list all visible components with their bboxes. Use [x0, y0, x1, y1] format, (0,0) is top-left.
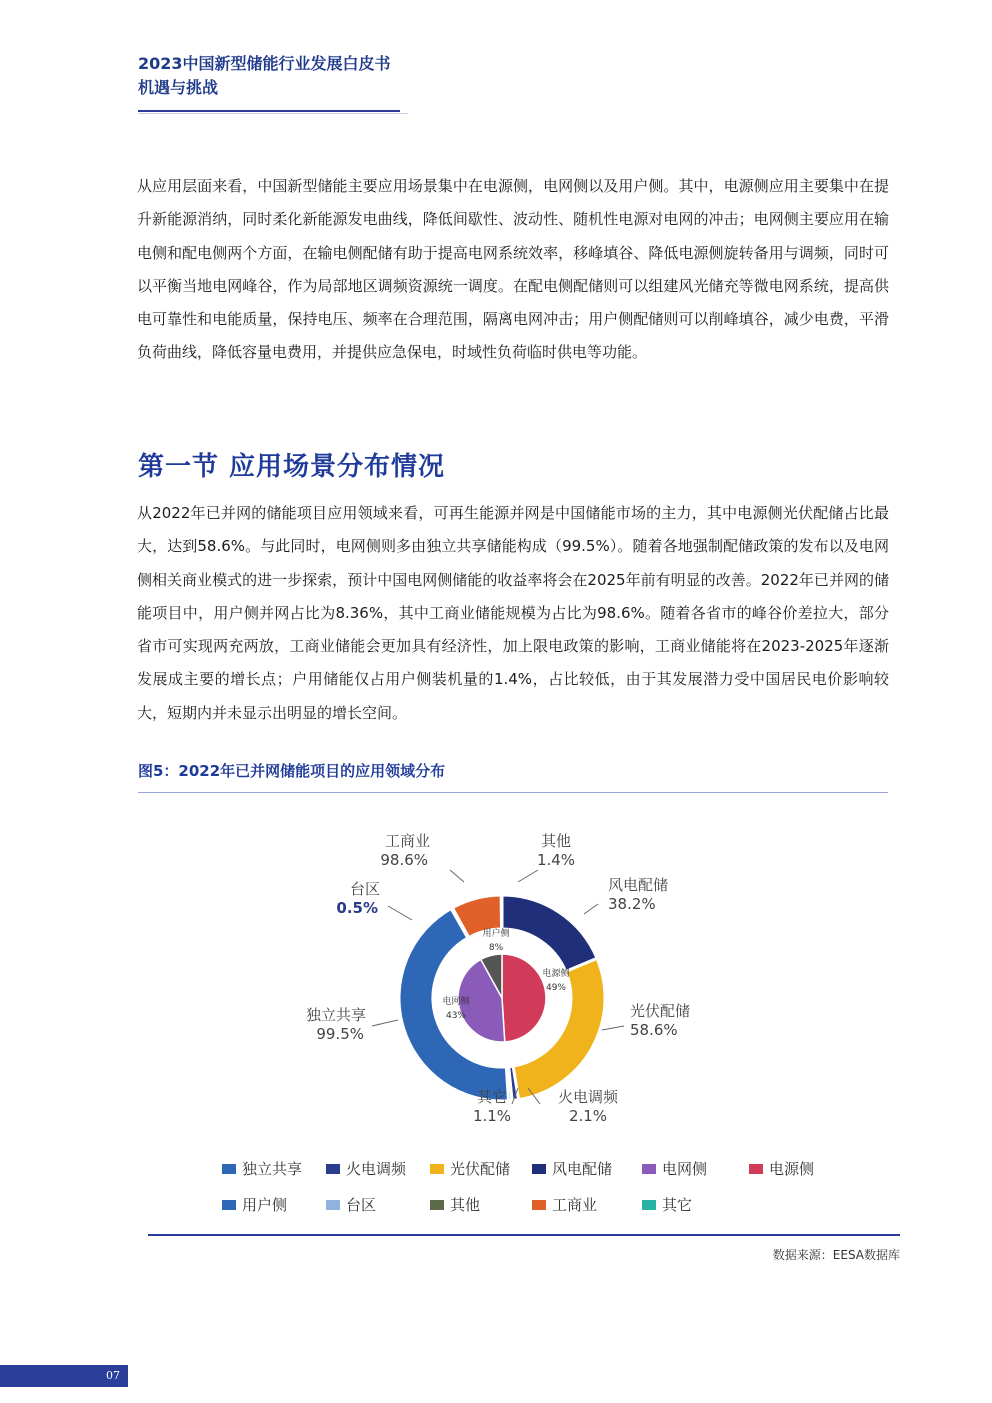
- section-paragraph: 从2022年已并网的储能项目应用领域来看，可再生能源并网是中国储能市场的主力，其中电源侧光伏配储占比最大，达到58.6%。与此同时，电网侧则多由独立共享储能构成（99.5%）。随着各地强制配储政策的发布以及电网侧相关商业模式的进一步探索，预计中国电网侧储能的收益率将会在2025年前有明显的改善。2022年已并网的储能项目中，用户侧并网占比为8.36%，其中工商业储能规模为占比为98.6%。随着各省市的峰谷价差拉大，部分省市可实现两充两放，工商业储能会更加具有经济性，加上限电政策的影响，工商业储能将在2023-2025年逐渐发展成主要的增长点；户用储能仅占用户侧装机量的1.4%，占比较低，由于其发展潜力受中国居民电价影响较大，短期内并未显示出明显的增长空间。: [137, 504, 889, 722]
- leader-line-2: [602, 1026, 624, 1030]
- data-source: 数据来源：EESA数据库: [772, 1248, 900, 1262]
- legend-item-r1-5: [642, 1158, 707, 1179]
- legend-label: 工商业: [552, 1196, 598, 1214]
- outer-label-name-6: 台区: [349, 880, 380, 898]
- legend-item-r2-3: [430, 1194, 480, 1215]
- legend-label: 其它: [662, 1196, 693, 1214]
- outer-label-name-3: 火电调频: [557, 1088, 619, 1106]
- outer-label-value-4: 1.1%: [472, 1107, 512, 1125]
- outer-label-value-2: 58.6%: [630, 1021, 678, 1039]
- legend-swatch: [430, 1200, 444, 1210]
- legend-item-r2-1: [222, 1194, 287, 1215]
- outer-label-value-8: 1.4%: [536, 851, 576, 869]
- legend-row-1: [222, 1158, 862, 1184]
- legend-swatch: [430, 1164, 444, 1174]
- legend-label: 台区: [346, 1196, 377, 1214]
- leader-line-6: [388, 906, 412, 920]
- legend-swatch: [326, 1164, 340, 1174]
- inner-label-name-2: 电网侧: [442, 997, 470, 1007]
- inner-label-name-1: 电源侧: [542, 969, 570, 979]
- leader-line-1: [584, 904, 598, 914]
- outer-label-name-4: 其它: [476, 1088, 508, 1106]
- page-number: 07: [106, 1369, 120, 1382]
- legend-label: 其他: [450, 1196, 481, 1214]
- header-divider: [138, 110, 400, 112]
- outer-label-value-5: 99.5%: [316, 1025, 364, 1043]
- header-title-line1: 2023中国新型储能行业发展白皮书: [138, 54, 391, 73]
- header-title-line2: 机遇与挑战: [138, 78, 219, 97]
- outer-slice-8: [501, 895, 502, 929]
- legend-label: 独立共享: [242, 1160, 303, 1178]
- legend-row-2: [222, 1194, 862, 1220]
- legend-swatch: [532, 1164, 546, 1174]
- legend-label: 光伏配储: [450, 1160, 511, 1178]
- outer-label-value-7: 98.6%: [380, 851, 428, 869]
- legend-item-r1-2: [326, 1158, 406, 1179]
- legend-swatch: [532, 1200, 546, 1210]
- legend-swatch: [642, 1164, 656, 1174]
- figure-caption-divider: [138, 792, 888, 793]
- outer-label-value-6: 0.5%: [336, 899, 378, 917]
- inner-ring: [458, 954, 546, 1042]
- outer-label-value-1: 38.2%: [608, 895, 656, 913]
- outer-label-name-8: 其他: [540, 832, 572, 850]
- donut-chart: [280, 830, 750, 1150]
- intro-paragraph: 从应用层面来看，中国新型储能主要应用场景集中在电源侧，电网侧以及用户侧。其中，电源侧应用主要集中在提升新能源消纳，同时柔化新能源发电曲线，降低间歇性、波动性、随机性电源对电网的冲击；电网侧主要应用在输电侧和配电侧两个方面，在输电侧配储有助于提高电网系统效率，移峰填谷、降低电源侧旋转备用与调频，同时可以平衡当地电网峰谷，作为局部地区调频资源统一调度。在配电侧配储则可以组建风光储充等微电网系统，提高供电可靠性和电能质量，保持电压、频率在合理范围，隔离电网冲击；用户侧配储则可以削峰填谷，减少电费，平滑负荷曲线，降低容量电费用，并提供应急保电，时域性负荷临时供电等功能。: [137, 177, 889, 362]
- legend-label: 电源侧: [769, 1160, 815, 1178]
- outer-label-name-2: 光伏配储: [630, 1002, 691, 1020]
- legend-label: 电网侧: [662, 1160, 708, 1178]
- outer-label-value-3: 2.1%: [568, 1107, 608, 1125]
- outer-label-name-7: 工商业: [384, 832, 430, 850]
- leader-line-8: [518, 870, 538, 882]
- legend-swatch: [326, 1200, 340, 1210]
- inner-label-value-1: 49%: [545, 983, 567, 993]
- legend-item-r1-4: [532, 1158, 612, 1179]
- legend-swatch: [222, 1200, 236, 1210]
- legend-item-r2-5: [642, 1194, 692, 1215]
- legend-swatch: [749, 1164, 763, 1174]
- figure-caption: 图5：2022年已并网储能项目的应用领域分布: [138, 762, 446, 780]
- legend-item-r1-1: [222, 1158, 302, 1179]
- legend-swatch: [642, 1200, 656, 1210]
- inner-label-value-3: 8%: [488, 943, 504, 953]
- header-divider-shadow: [138, 113, 408, 114]
- leader-line-5: [372, 1020, 398, 1026]
- legend-swatch: [222, 1164, 236, 1174]
- document-header: [138, 52, 391, 100]
- legend-label: 用户侧: [242, 1196, 288, 1214]
- figure-bottom-divider: [148, 1234, 900, 1236]
- section-title: 第一节 应用场景分布情况: [138, 452, 446, 482]
- outer-label-name-5: 独立共享: [305, 1006, 366, 1024]
- inner-label-name-3: 用户侧: [482, 929, 510, 939]
- legend-item-r2-2: [326, 1194, 376, 1215]
- outer-label-name-1: 风电配储: [608, 876, 669, 894]
- legend-label: 火电调频: [346, 1160, 407, 1178]
- inner-slice-1: [502, 954, 546, 1042]
- legend-item-r2-4: [532, 1194, 597, 1215]
- legend-item-r1-6: [749, 1158, 814, 1179]
- leader-line-7: [450, 870, 464, 882]
- inner-label-value-2: 43%: [445, 1011, 467, 1021]
- legend-item-r1-3: [430, 1158, 510, 1179]
- legend-label: 风电配储: [552, 1160, 613, 1178]
